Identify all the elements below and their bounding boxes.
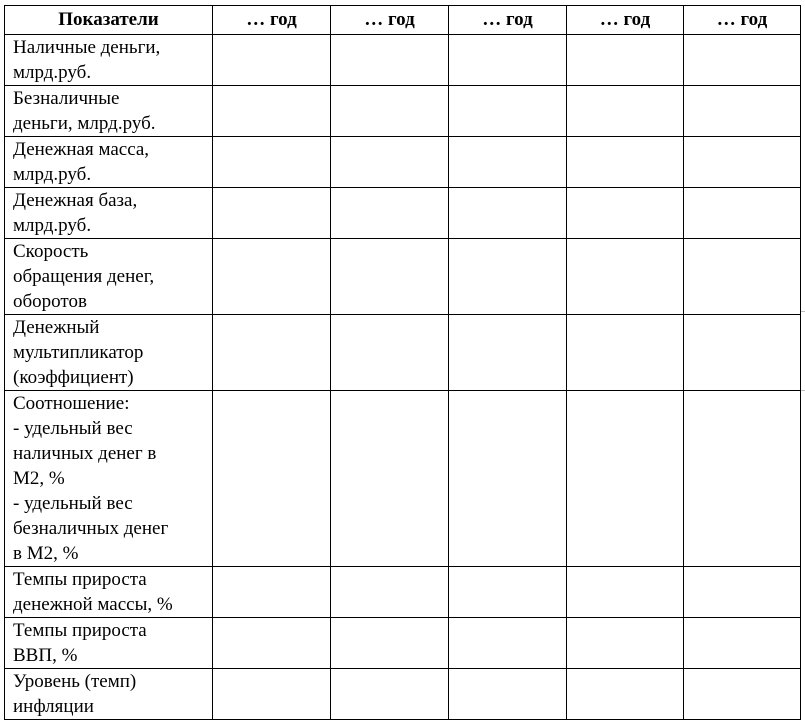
- value-cell[interactable]: [213, 137, 331, 188]
- header-year-1: … год: [213, 6, 331, 35]
- indicator-label-line: безналичных денег: [13, 518, 169, 539]
- value-cell[interactable]: [213, 239, 331, 315]
- indicator-label-cell: [5, 239, 213, 315]
- value-cell[interactable]: [449, 137, 567, 188]
- value-cell[interactable]: [331, 391, 449, 567]
- value-cell[interactable]: [684, 188, 801, 239]
- value-cell[interactable]: [213, 669, 331, 720]
- indicator-label-cell: [5, 618, 213, 669]
- table-row: [5, 137, 801, 188]
- value-cell[interactable]: [567, 137, 684, 188]
- value-cell[interactable]: [449, 669, 567, 720]
- value-cell[interactable]: [449, 618, 567, 669]
- indicator-label-line: обращения денег,: [13, 266, 155, 287]
- value-cell[interactable]: [331, 567, 449, 618]
- indicator-label-cell: [5, 669, 213, 720]
- indicator-label-line: М2, %: [13, 468, 65, 489]
- value-cell[interactable]: [684, 86, 801, 137]
- value-cell[interactable]: [449, 188, 567, 239]
- indicator-label-line: млрд.руб.: [13, 62, 92, 83]
- indicator-label-cell: [5, 137, 213, 188]
- value-cell[interactable]: [213, 188, 331, 239]
- indicator-label-cell: [5, 391, 213, 567]
- table-row: [5, 669, 801, 720]
- value-cell[interactable]: [567, 669, 684, 720]
- value-cell[interactable]: [449, 86, 567, 137]
- indicator-label-line: - удельный вес: [13, 418, 133, 439]
- value-cell[interactable]: [331, 35, 449, 86]
- header-year-3: … год: [449, 6, 567, 35]
- indicator-label-line: Денежная масса,: [13, 139, 150, 160]
- value-cell[interactable]: [684, 391, 801, 567]
- table-row: [5, 618, 801, 669]
- indicator-label-line: Скорость: [13, 241, 89, 262]
- value-cell[interactable]: [684, 567, 801, 618]
- table-row: [5, 239, 801, 315]
- indicator-label-line: мультипликатор: [13, 342, 144, 363]
- value-cell[interactable]: [331, 618, 449, 669]
- value-cell[interactable]: [567, 86, 684, 137]
- value-cell[interactable]: [449, 567, 567, 618]
- header-year-4: … год: [567, 6, 684, 35]
- indicator-label-line: млрд.руб.: [13, 164, 92, 185]
- value-cell[interactable]: [567, 35, 684, 86]
- indicator-label-line: Соотношение:: [13, 393, 130, 414]
- indicator-label-line: инфляции: [13, 696, 94, 717]
- value-cell[interactable]: [331, 669, 449, 720]
- value-cell[interactable]: [567, 315, 684, 391]
- value-cell[interactable]: [331, 315, 449, 391]
- indicator-label-cell: [5, 86, 213, 137]
- header-year-2: … год: [331, 6, 449, 35]
- value-cell[interactable]: [684, 618, 801, 669]
- indicator-label-line: Темпы прироста: [13, 569, 147, 590]
- value-cell[interactable]: [449, 315, 567, 391]
- value-cell[interactable]: [449, 239, 567, 315]
- header-row: [5, 6, 801, 35]
- indicator-label-cell: [5, 35, 213, 86]
- value-cell[interactable]: [567, 618, 684, 669]
- indicator-label-line: деньги, млрд.руб.: [13, 113, 156, 134]
- value-cell[interactable]: [684, 35, 801, 86]
- table-row: [5, 86, 801, 137]
- value-cell[interactable]: [331, 188, 449, 239]
- indicator-label-line: Уровень (темп): [13, 671, 137, 692]
- indicator-label-cell: [5, 188, 213, 239]
- indicator-label-line: ВВП, %: [13, 645, 78, 666]
- value-cell[interactable]: [331, 137, 449, 188]
- indicator-label-line: наличных денег в: [13, 443, 157, 464]
- value-cell[interactable]: [213, 315, 331, 391]
- value-cell[interactable]: [331, 239, 449, 315]
- value-cell[interactable]: [449, 391, 567, 567]
- indicator-label-line: Наличные деньги,: [13, 37, 161, 58]
- value-cell[interactable]: [684, 239, 801, 315]
- indicator-label-line: денежной массы, %: [13, 594, 173, 615]
- indicator-label-line: Безналичные: [13, 88, 120, 109]
- table-row: [5, 391, 801, 567]
- page-edge-mark: [801, 390, 805, 391]
- indicator-label-line: Денежная база,: [13, 190, 138, 211]
- value-cell[interactable]: [567, 391, 684, 567]
- indicator-label-line: Темпы прироста: [13, 620, 147, 641]
- value-cell[interactable]: [213, 618, 331, 669]
- table-row: [5, 567, 801, 618]
- table-row: [5, 188, 801, 239]
- indicator-label-line: оборотов: [13, 291, 87, 312]
- indicator-label-line: - удельный вес: [13, 493, 133, 514]
- value-cell[interactable]: [331, 86, 449, 137]
- value-cell[interactable]: [213, 86, 331, 137]
- header-year-5: … год: [684, 6, 801, 35]
- value-cell[interactable]: [684, 137, 801, 188]
- value-cell[interactable]: [449, 35, 567, 86]
- value-cell[interactable]: [567, 239, 684, 315]
- value-cell[interactable]: [684, 669, 801, 720]
- indicators-table: [4, 5, 801, 720]
- indicator-label-line: млрд.руб.: [13, 215, 92, 236]
- indicator-label-line: в М2, %: [13, 543, 79, 564]
- value-cell[interactable]: [567, 188, 684, 239]
- table-body: [5, 35, 801, 720]
- table-row: [5, 315, 801, 391]
- table-row: [5, 35, 801, 86]
- value-cell[interactable]: [213, 391, 331, 567]
- indicator-label-line: (коэффициент): [13, 367, 134, 388]
- value-cell[interactable]: [684, 315, 801, 391]
- value-cell[interactable]: [567, 567, 684, 618]
- value-cell[interactable]: [213, 567, 331, 618]
- page-edge-mark: [801, 311, 805, 312]
- indicator-label-line: Денежный: [13, 317, 100, 338]
- indicator-label-cell: [5, 315, 213, 391]
- indicator-label-cell: [5, 567, 213, 618]
- value-cell[interactable]: [213, 35, 331, 86]
- header-indicators: Показатели: [5, 6, 213, 35]
